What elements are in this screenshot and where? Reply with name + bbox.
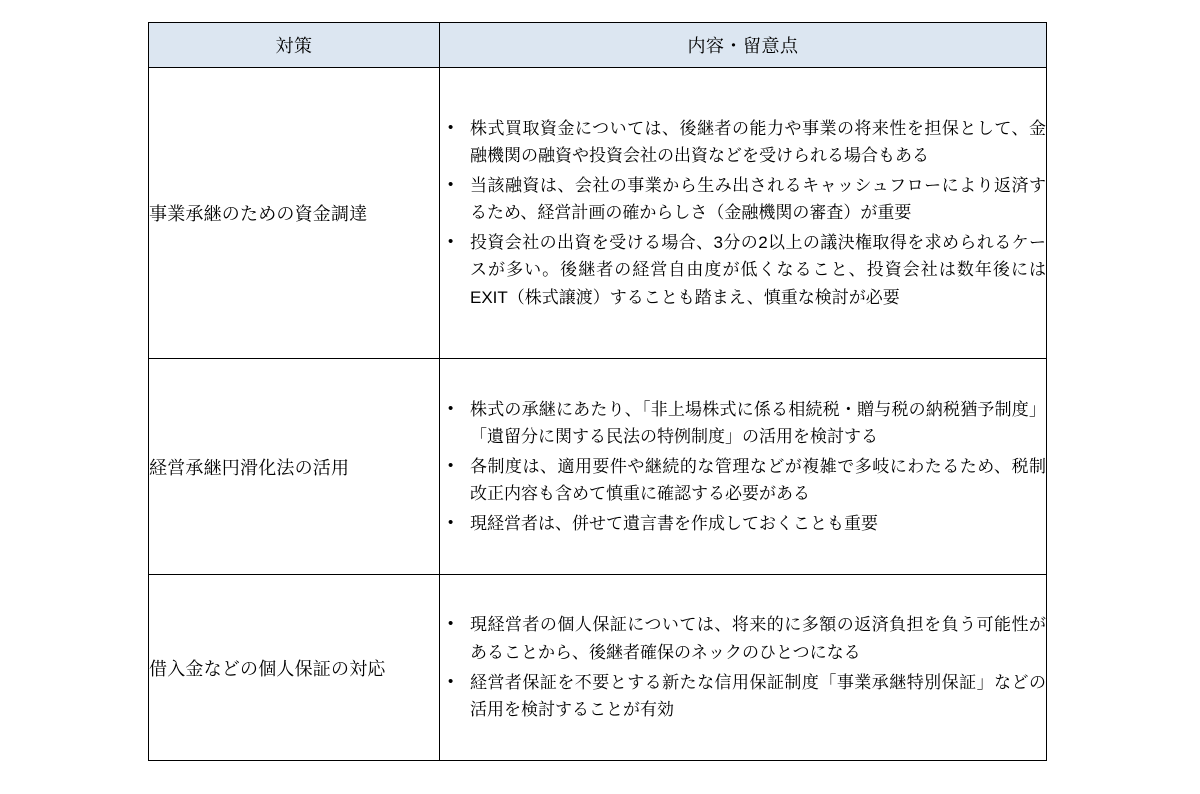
list-item: • 株式の承継にあたり、「非上場株式に係る相続税・贈与税の納税猶予制度」「遺留分に関する民法の特例制度」の活用を検討する: [440, 396, 1046, 451]
table-body: [149, 68, 1047, 761]
header-detail: 内容・留意点: [440, 23, 1047, 68]
detail-content: [440, 68, 1047, 359]
list-item: • 株式買取資金については、後継者の能力や事業の将来性を担保として、金融機関の融資や投資会社の出資などを受けられる場合もある: [440, 115, 1046, 170]
measure-label: 借入金などの個人保証の対応: [149, 575, 440, 761]
detail-content: [440, 359, 1047, 575]
table-row: [149, 575, 1047, 761]
table-header-row: [149, 23, 1047, 68]
list-item: • 各制度は、適用要件や継続的な管理などが複雑で多岐にわたるため、税制改正内容も含めて慎重に確認する必要がある: [440, 453, 1046, 508]
list-item: • 現経営者は、併せて遺言書を作成しておくことも重要: [440, 510, 1046, 538]
bullet-list: [440, 115, 1046, 312]
bullet-list: [440, 396, 1046, 538]
table-row: [149, 359, 1047, 575]
list-item: • 現経営者の個人保証については、将来的に多額の返済負担を負う可能性があることから、後継者確保のネックのひとつになる: [440, 611, 1046, 666]
detail-content: [440, 575, 1047, 761]
measures-table-container: [148, 22, 1044, 761]
measure-label: 経営承継円滑化法の活用: [149, 359, 440, 575]
list-item: • 当該融資は、会社の事業から生み出されるキャッシュフローにより返済するため、経営計画の確からしさ（金融機関の審査）が重要: [440, 172, 1046, 227]
table-row: [149, 68, 1047, 359]
bullet-list: [440, 611, 1046, 723]
table-header: [149, 23, 1047, 68]
header-measure: 対策: [149, 23, 440, 68]
list-item: • 経営者保証を不要とする新たな信用保証制度「事業承継特別保証」などの活用を検討することが有効: [440, 669, 1046, 724]
measures-table: [148, 22, 1047, 761]
measure-label: 事業承継のための資金調達: [149, 68, 440, 359]
list-item: • 投資会社の出資を受ける場合、3分の2以上の議決権取得を求められるケースが多い。後継者の経営自由度が低くなること、投資会社は数年後にはEXIT（株式譲渡）することも踏まえ、慎重な検討が必要: [440, 229, 1046, 312]
